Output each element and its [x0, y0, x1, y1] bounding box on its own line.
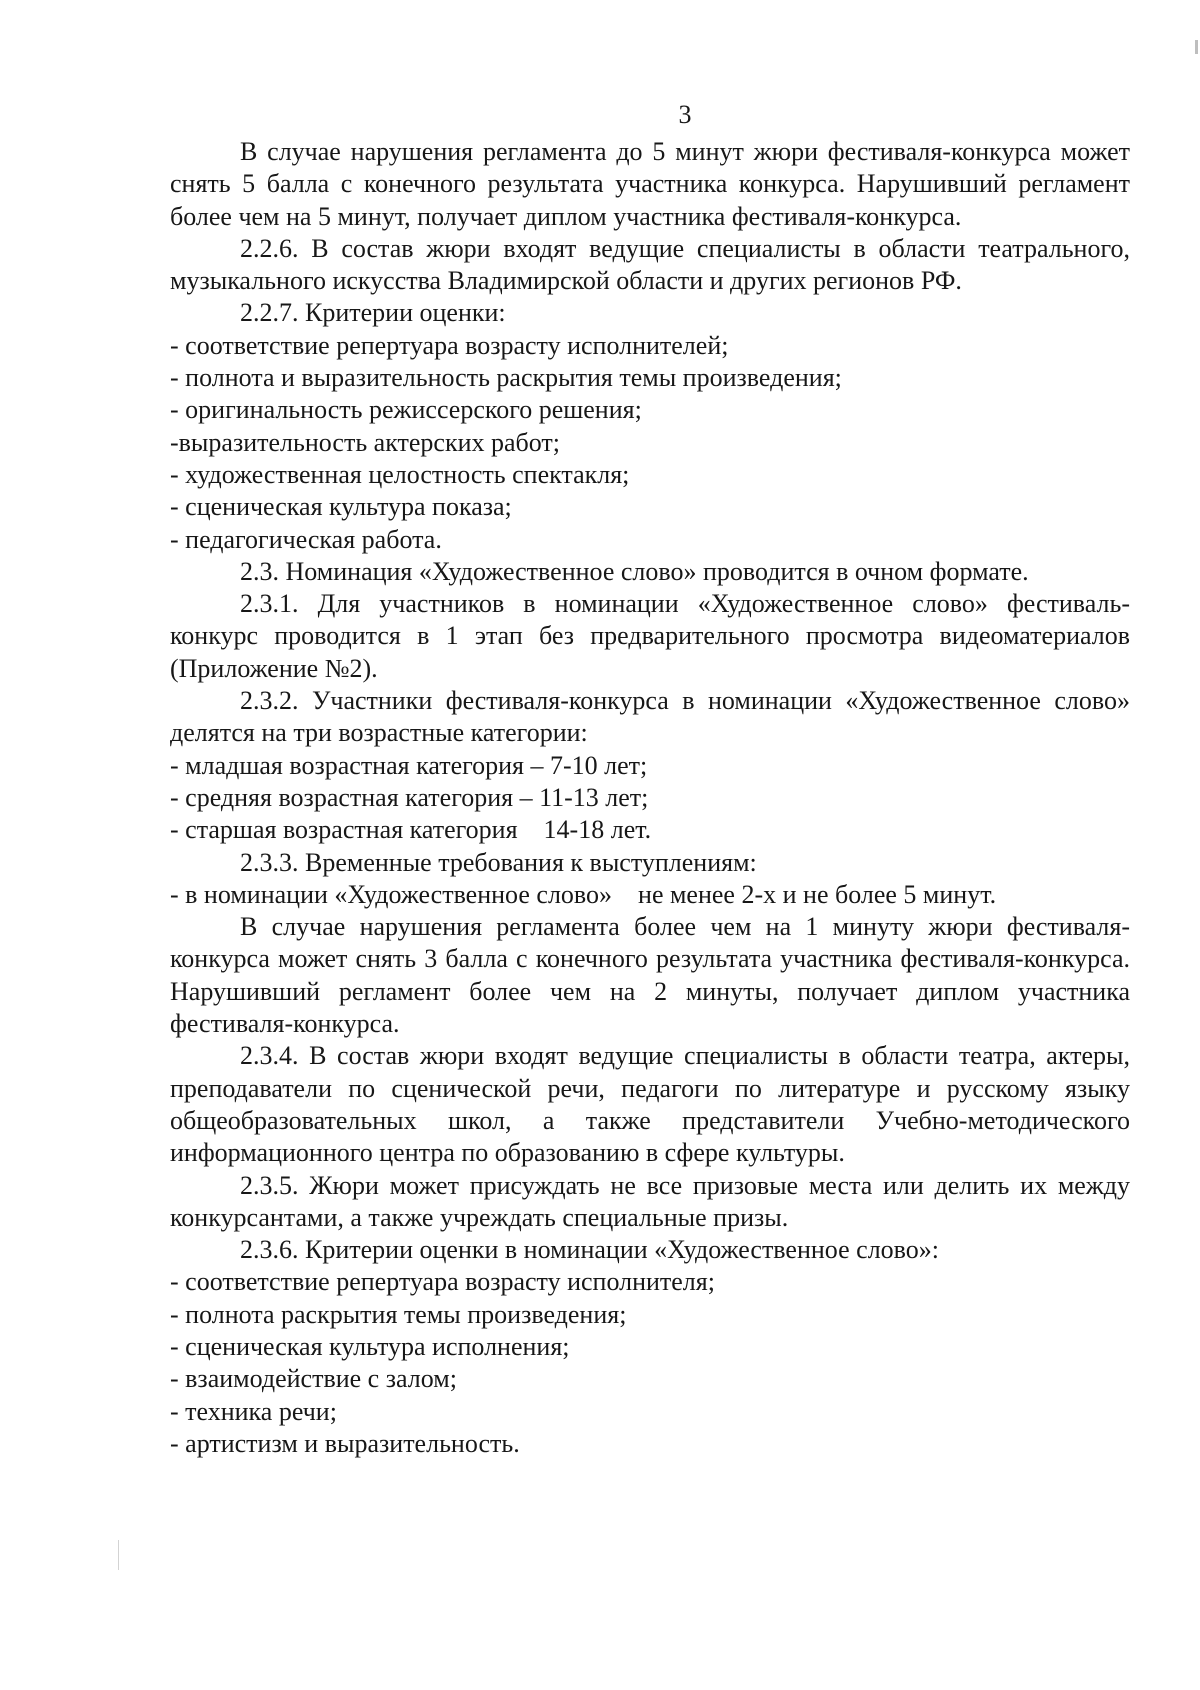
list-item: - педагогическая работа. [170, 524, 442, 554]
paragraph-2-3: 2.3. Номинация «Художественное слово» проводится в очном формате. [240, 556, 1029, 586]
criteria-list-theatre [170, 330, 1130, 556]
paragraph-regulation-violation: В случае нарушения регламента до 5 минут жюри фестиваля-конкурса может снять 5 балла с конечного результата участника конкурса. Нарушивший регламент более чем на 5 минут, получает диплом участника фестиваля-конкурса. [170, 137, 1130, 231]
time-requirement: - в номинации «Художественное слово» не менее 2-х и не более 5 минут. [170, 879, 997, 909]
paragraph-violation-2: В случае нарушения регламента более чем на 1 минуту жюри фестиваля-конкурса может снять 3 балла с конечного результата участника фестиваля-конкурса. Нарушивший регламент более чем на 2 минуты, получает диплом участника фестиваля-конкурса. [170, 912, 1130, 1039]
scan-margin-mark [118, 1540, 119, 1570]
list-item: - соответствие репертуара возрасту исполнителя; [170, 1267, 715, 1297]
paragraph-2-2-6: 2.2.6. В состав жюри входят ведущие специалисты в области театрального, музыкального искусства Владимирской области и других регионов РФ. [170, 233, 1130, 296]
age-categories-list [170, 750, 1130, 847]
list-item: - сценическая культура показа; [170, 492, 512, 522]
page-number: 3 [678, 100, 692, 129]
list-item: - взаимодействие с залом; [170, 1364, 457, 1394]
list-item: - младшая возрастная категория – 7-10 лет; [170, 750, 648, 780]
paragraph-2-3-1: 2.3.1. Для участников в номинации «Художественное слово» фестиваль-конкурс проводится в 1 этап без предварительного просмотра видеоматериалов (Приложение №2). [170, 589, 1130, 683]
list-item: - полнота раскрытия темы произведения; [170, 1299, 627, 1329]
paragraph-2-3-6: 2.3.6. Критерии оценки в номинации «Художественное слово»: [240, 1235, 939, 1265]
list-item: - техника речи; [170, 1396, 337, 1426]
paragraph-2-3-5: 2.3.5. Жюри может присуждать не все призовые места или делить их между конкурсантами, а также учреждать специальные призы. [170, 1170, 1130, 1232]
list-item: - оригинальность режиссерского решения; [170, 395, 642, 425]
list-item: - артистизм и выразительность. [170, 1428, 520, 1458]
list-item: - старшая возрастная категория 14-18 лет. [170, 815, 652, 845]
list-item: - соответствие репертуара возрасту исполнителей; [170, 330, 729, 360]
paragraph-2-3-2: 2.3.2. Участники фестиваля-конкурса в номинации «Художественное слово» делятся на три возрастные категории: [170, 686, 1130, 748]
paragraph-2-3-4: 2.3.4. В состав жюри входят ведущие специалисты в области театра, актеры, преподаватели по сценической речи, педагоги по литературе и русскому языку общеобразовательных школ, а также представители Учебно-методического информационного центра по образованию в сфере культуры. [170, 1041, 1130, 1168]
list-item: -выразительность актерских работ; [170, 427, 561, 457]
list-item: - сценическая культура исполнения; [170, 1331, 570, 1361]
criteria-list-artistic-word [170, 1266, 1130, 1460]
list-item: - полнота и выразительность раскрытия темы произведения; [170, 363, 842, 393]
document-body [170, 136, 1130, 1460]
paragraph-2-2-7: 2.2.7. Критерии оценки: [240, 298, 506, 328]
list-item: - художественная целостность спектакля; [170, 459, 630, 489]
paragraph-2-3-3: 2.3.3. Временные требования к выступлениям: [240, 847, 757, 877]
list-item: - средняя возрастная категория – 11-13 лет; [170, 782, 649, 812]
scan-edge-mark [1195, 40, 1198, 54]
